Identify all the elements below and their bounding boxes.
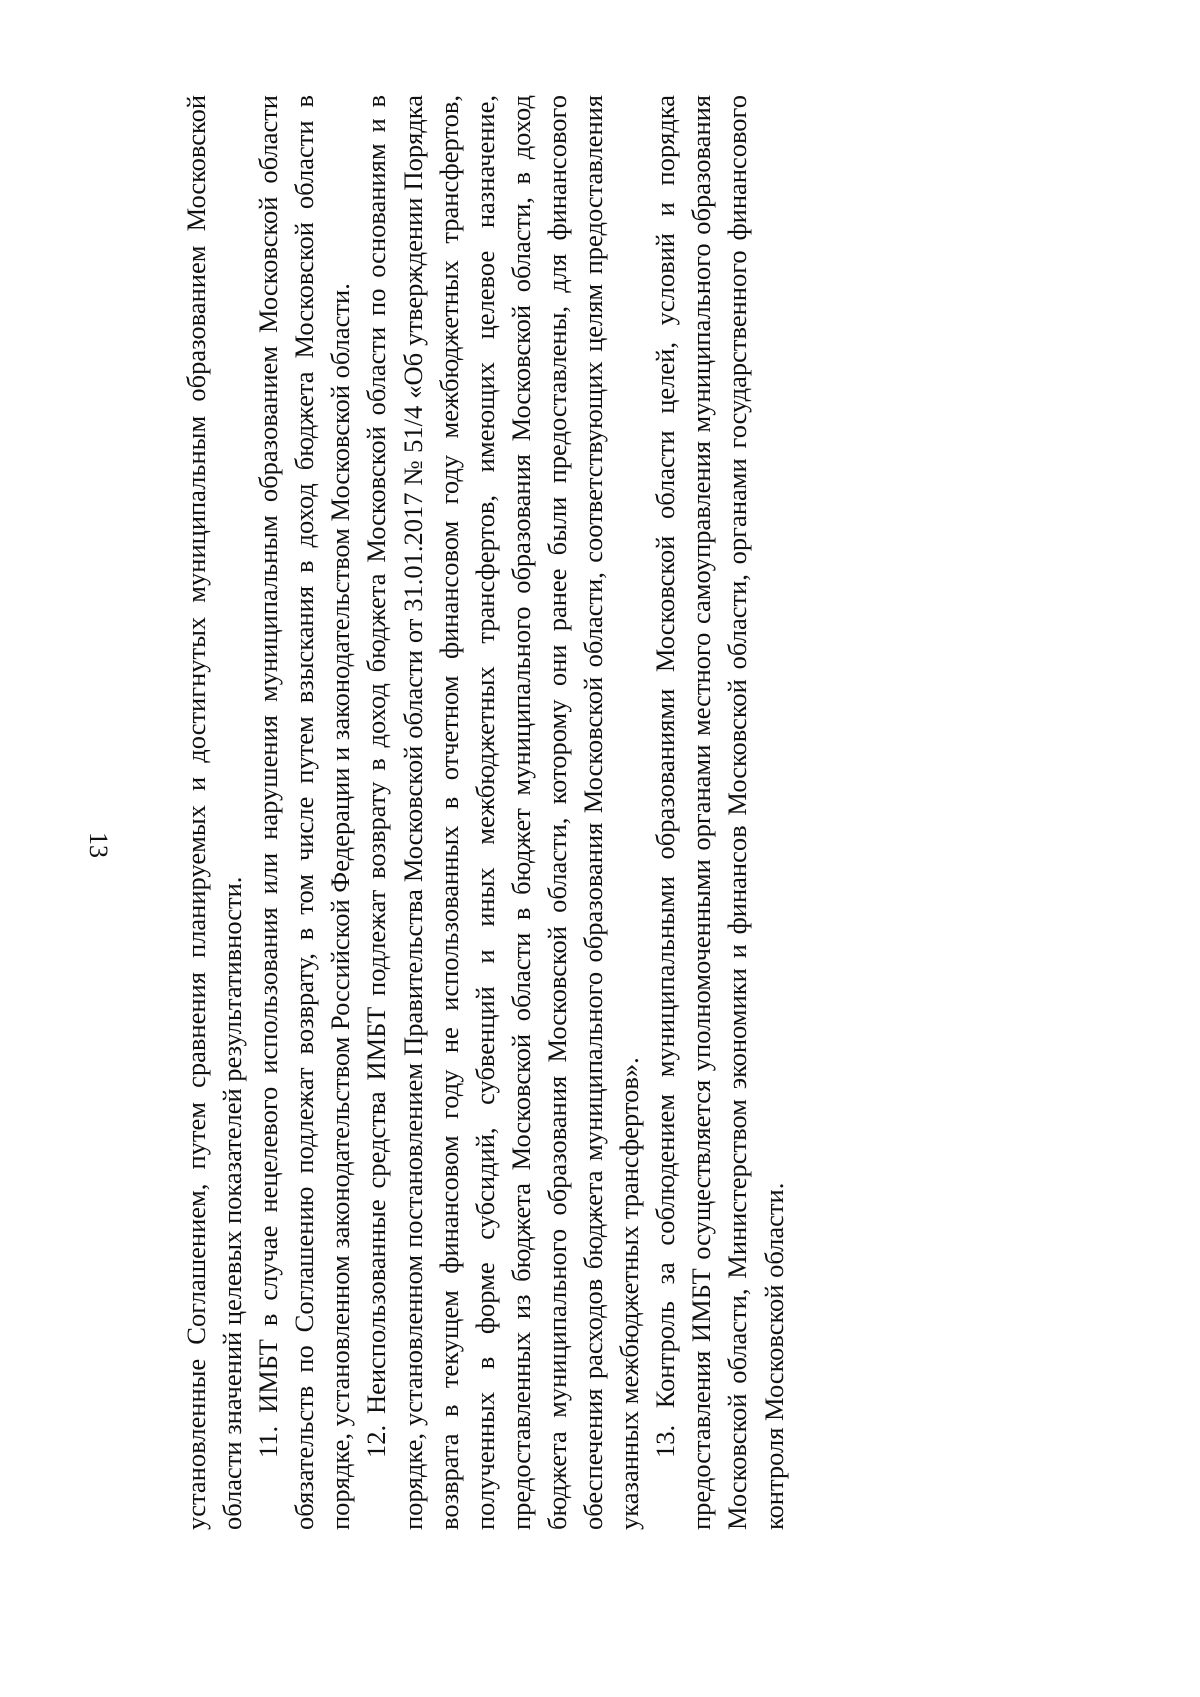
page-number: 13 — [84, 832, 113, 858]
paragraph-continuation: установленные Соглашением, путем сравнения планируемых и достигнутых муниципальным образованием Московской области значений целевых показателей результативности. — [181, 95, 248, 1530]
paragraph-13: 13. Контроль за соблюдением муниципальными образованиями Московской области целей, условий и порядка предоставления ИМБТ осуществляется уполномоченными органами местного самоуправления муниципального образования Московской области, Министерством экономики и финансов Московской области, органами государственного финансового контроля Московской области. — [650, 95, 789, 1530]
paragraph-11: 11. ИМБТ в случае нецелевого использования или нарушения муниципальным образованием Московской области обязательств по Соглашению подлежат возврату, в том числе путем взыскания в доход бюджета Московской области в порядке, установленном законодательством Российской Федерации и законодательством Московской области. — [253, 95, 356, 1530]
rotated-text-block — [178, 95, 803, 1530]
document-body — [178, 95, 792, 1530]
paragraph-12: 12. Неиспользованные средства ИМБТ подлежат возврату в доход бюджета Московской области по основаниям и в порядке, установленном постановлением Правительства Московской области от 31.01.2017 № 51/4 «Об утверждении Порядка возврата в текущем финансовом году не использованных в отчетном финансовом году межбюджетных трансфертов, полученных в форме субсидий, субвенций и иных межбюджетных трансфертов, имеющих целевое назначение, предоставленных из бюджета Московской области в бюджет муниципального образования Московской области, в доход бюджета муниципального образования Московской области, которому они ранее были предоставлены, для финансового обеспечения расходов бюджета муниципального образования Московской области, соответствующих целям предоставления указанных межбюджетных трансфертов». — [361, 95, 645, 1530]
